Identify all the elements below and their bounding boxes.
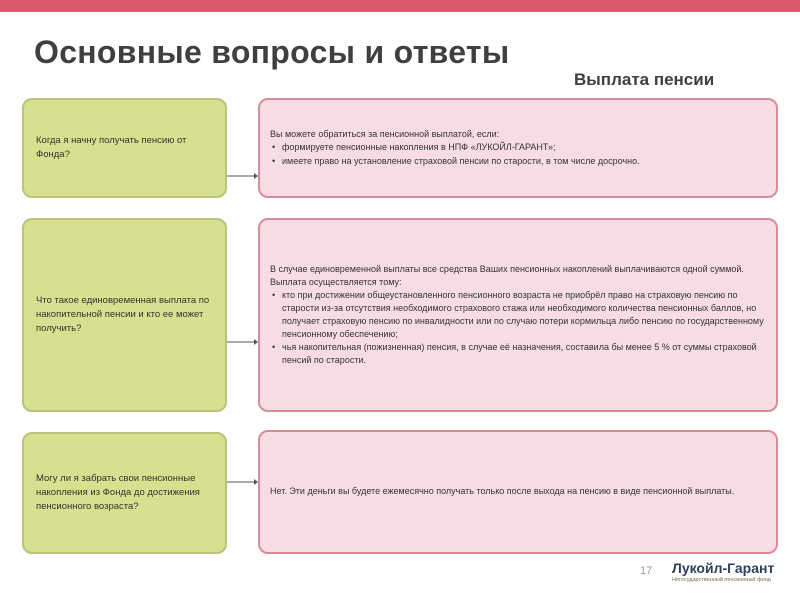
question-text-1: Когда я начну получать пенсию от Фонда? <box>36 135 187 160</box>
company-logo <box>672 560 790 583</box>
logo-name: Лукойл-Гарант <box>672 560 775 576</box>
answer-content-2 <box>270 263 764 367</box>
section-title: Выплата пенсии <box>574 70 715 89</box>
page-title: Основные вопросы и ответы <box>34 34 510 70</box>
answer-bullet: • формируете пенсионные накопления в НПФ «ЛУКОЙЛ-ГАРАНТ»; <box>270 141 640 154</box>
answer-intro-2: В случае единовременной выплаты все средства Ваших пенсионных накоплений выплачиваются одной суммой. Выплата осуществляется тому: <box>270 263 744 287</box>
question-box-3 <box>22 432 227 554</box>
answer-intro-1: Вы можете обратиться за пенсионной выплатой, если: <box>270 129 500 140</box>
connector-arrow-3 <box>227 477 258 487</box>
page-number: 17 <box>640 565 653 577</box>
answer-intro-3: Нет. Эти деньги вы будете ежемесячно получать только после выхода на пенсию в виде пенсионной выплаты. <box>270 486 735 497</box>
answer-list-2 <box>270 289 764 367</box>
question-box-1 <box>22 98 227 198</box>
answer-box-3 <box>258 430 778 554</box>
answer-content-3 <box>270 485 734 498</box>
answer-bullet: • имеете право на установление страховой пенсии по старости, в том числе досрочно. <box>270 155 640 168</box>
question-text-2: Что такое единовременная выплата по накопительной пенсии и кто ее может получить? <box>36 295 210 334</box>
question-box-2 <box>22 218 227 412</box>
answer-bullet: • кто при достижении общеустановленного пенсионного возраста не приобрёл право на страховую пенсию по старости из-за отсутствия необходимого страхового стажа или необходимого количества пенсионных баллов, но получает страховую пенсию по инвалидности или по случаю потери кормильца либо пенсию по государственному пенсионному обеспечению; <box>270 289 764 341</box>
answer-box-1 <box>258 98 778 198</box>
question-text-3: Могу ли я забрать свои пенсионные накопления из Фонда до достижения пенсионного возраста? <box>36 473 200 512</box>
top-accent-bar <box>0 0 800 12</box>
connector-arrow-1 <box>227 171 258 181</box>
logo-tagline: Негосударственный пенсионный фонд <box>672 577 771 583</box>
connector-arrow-2 <box>227 337 258 347</box>
answer-box-2 <box>258 218 778 412</box>
answer-bullet: • чья накопительная (пожизненная) пенсия, в случае её назначения, составила бы менее 5 % от суммы страховой пенсий по старости. <box>270 341 764 367</box>
answer-list-1 <box>270 141 640 167</box>
answer-content-1 <box>270 128 640 167</box>
